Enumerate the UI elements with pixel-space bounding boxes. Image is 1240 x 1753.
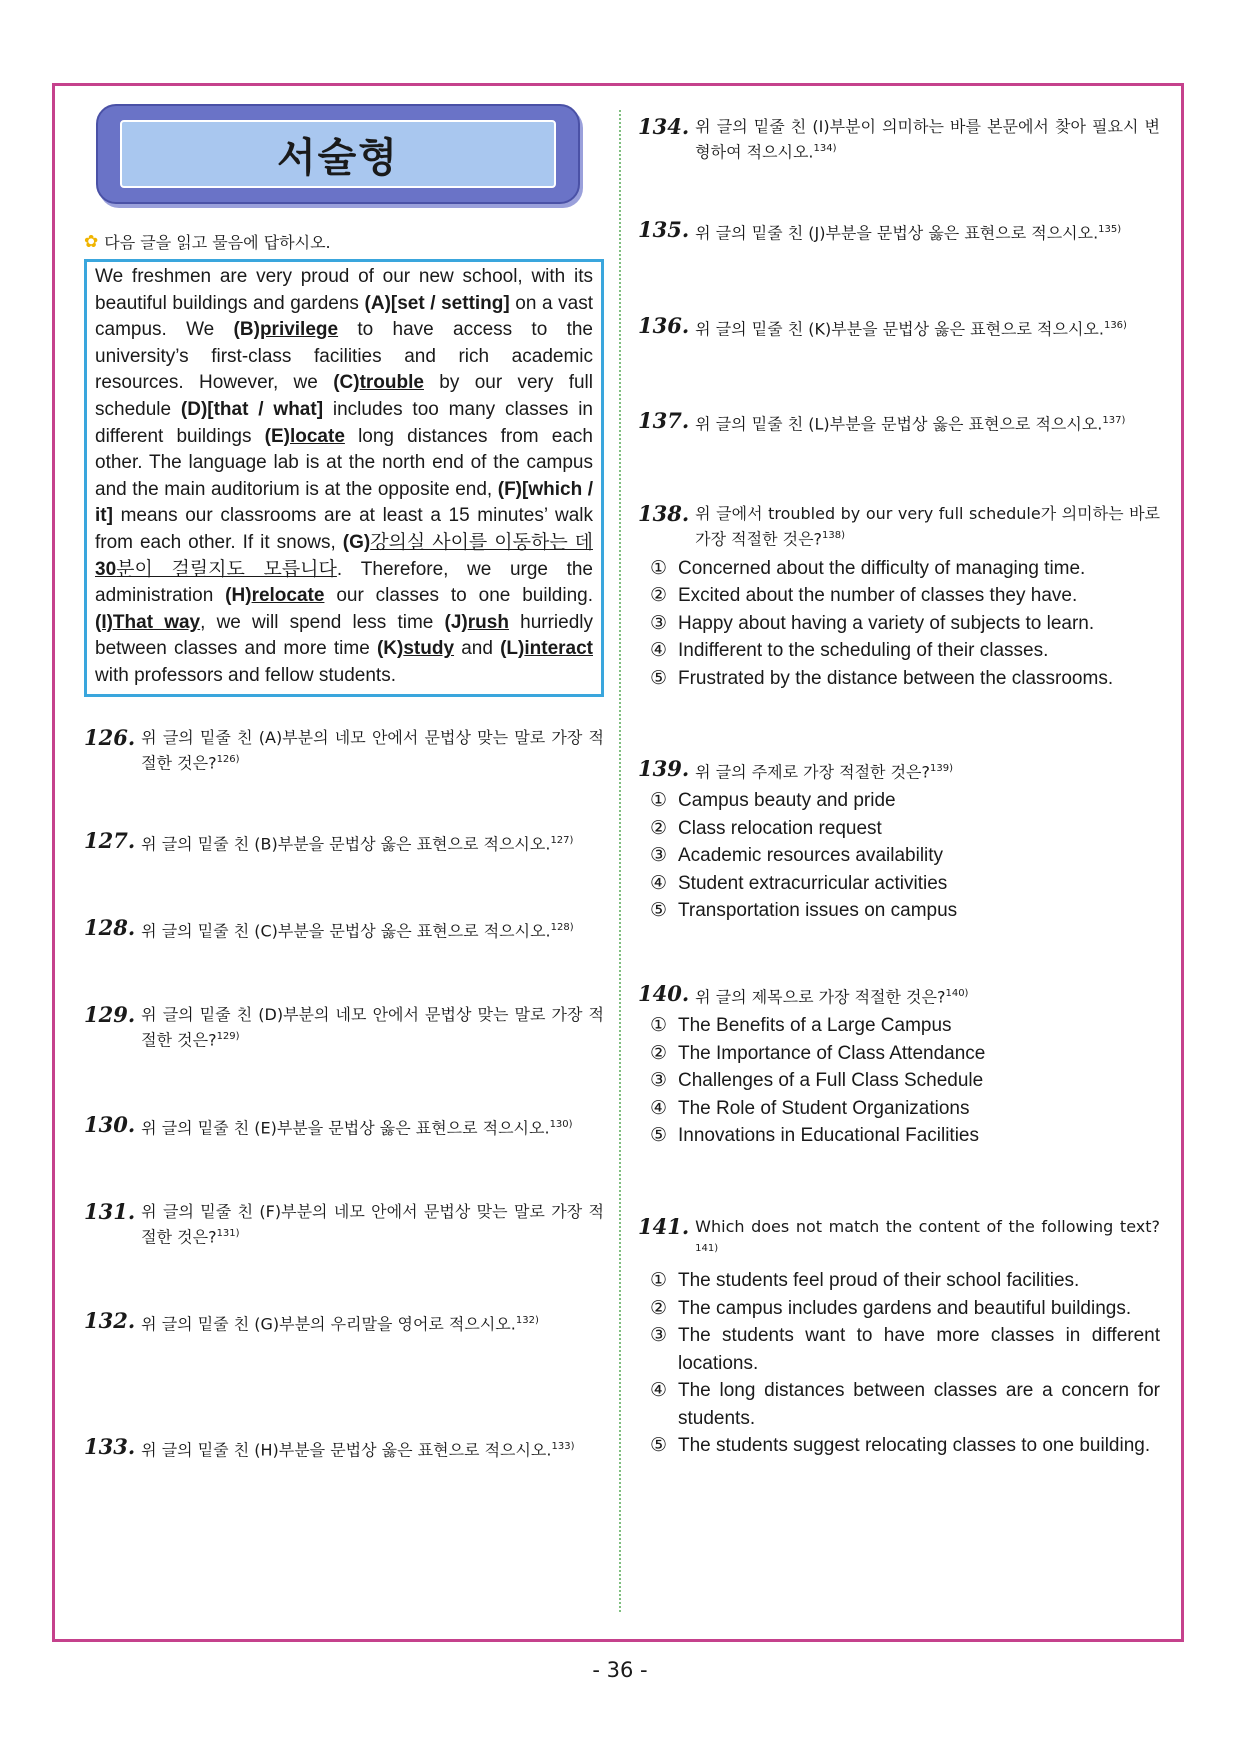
question-134: 134. 위 글의 밑줄 친 (I)부분이 의미하는 바를 본문에서 찾아 필요시 변형하여 적으시오.$^{134)}$	[638, 114, 1160, 162]
question-128: 128. 위 글의 밑줄 친 (C)부분을 문법상 옳은 표현으로 적으시오.$^{128)}$	[84, 915, 574, 941]
choices-140	[638, 1012, 1160, 1150]
choice[interactable]: ② Excited about the number of classes they have.	[650, 585, 1078, 607]
left-column	[84, 104, 604, 1461]
choice[interactable]: ⑤ Frustrated by the distance between the classrooms.	[650, 667, 1114, 689]
question-140: 140. 위 글의 제목으로 가장 적절한 것은?$^{140)}$	[638, 980, 969, 1007]
choice[interactable]: ② Class relocation request	[650, 817, 882, 839]
mark-i: (I)That way	[95, 611, 201, 633]
mark-l: (L)interact	[500, 638, 593, 660]
right-column	[638, 116, 1160, 1460]
mark-c: (C)trouble	[333, 372, 424, 394]
mark-g-label: (G)	[342, 531, 371, 553]
mark-e: (E)locate	[264, 425, 345, 447]
instruction-text: 다음 글을 읽고 물음에 답하시오.	[104, 233, 331, 252]
choice[interactable]: ③ Academic resources availability	[650, 845, 944, 867]
mark-f: (F)[which / it]	[95, 478, 594, 527]
question-130: 130. 위 글의 밑줄 친 (E)부분을 문법상 옳은 표현으로 적으시오.$^{130)}$	[84, 1111, 573, 1138]
mark-k: (K)study	[376, 638, 455, 660]
question-132: 132. 위 글의 밑줄 친 (G)부분의 우리말을 영어로 적으시오.$^{132)}$	[84, 1308, 539, 1334]
mark-g: 강의실 사이를 이동하는 데 30분이 걸릴지도 모릅니다	[95, 531, 593, 580]
question-131: 131. 위 글의 밑줄 친 (F)부분의 네모 안에서 문법상 맞는 말로 가장 적절한 것은?$^{131)}$	[84, 1199, 604, 1247]
page-number: - 36 -	[592, 1658, 648, 1682]
choice[interactable]: ③ Challenges of a Full Class Schedule	[650, 1070, 984, 1092]
choice[interactable]: ④ The long distances between classes are a concern for students.	[650, 1380, 1160, 1429]
choice[interactable]: ① Concerned about the difficulty of managing time.	[650, 557, 1086, 579]
question-135: 135. 위 글의 밑줄 친 (J)부분을 문법상 옳은 표현으로 적으시오.$^{135)}$	[638, 217, 1122, 243]
choice[interactable]: ① The Benefits of a Large Campus	[650, 1015, 952, 1037]
question-141: 141. Which does not match the content of the following text?$^{141)}$	[638, 1213, 1160, 1254]
choice[interactable]: ⑤ Innovations in Educational Facilities	[650, 1125, 980, 1147]
mark-b: (B)privilege	[233, 319, 339, 341]
choice[interactable]: ① The students feel proud of their school facilities.	[650, 1270, 1080, 1292]
choice[interactable]: ① Campus beauty and pride	[650, 790, 896, 812]
choice[interactable]: ⑤ Transportation issues on campus	[650, 900, 958, 922]
mark-h: (H)relocate	[225, 585, 325, 607]
choice[interactable]: ③ The students want to have more classes in different locations.	[650, 1325, 1160, 1374]
instruction	[84, 230, 604, 253]
question-127: 127. 위 글의 밑줄 친 (B)부분을 문법상 옳은 표현으로 적으시오.$^{127)}$	[84, 827, 574, 854]
question-133: 133. 위 글의 밑줄 친 (H)부분을 문법상 옳은 표현으로 적으시오.$^{133)}$	[84, 1433, 575, 1460]
passage-box: We freshmen are very proud of our new school, with its beautiful buildings and gardens (A)[set / setting] on a vast campus. We (B)privilege to have access to the university’s first-class facilities and rich academic resources. However, we (C)trouble by our very full schedule (D)[that / what] includes too many classes in different buildings (E)locate long distances from each other. The language lab is at the north end of the campus and the main auditorium is at the opposite end, (F)[which / it] means our classrooms are at least a 15 minutes’ walk from each other. If it snows, (G)강의실 사이를 이동하는 데 30분이 걸릴지도 모릅니다. Therefore, we urge the administration (H)relocate our classes to one building. (I)That way, we will spend less time (J)rush hurriedly between classes and more time (K)study and (L)interact with professors and fellow students.	[84, 259, 604, 697]
flower-icon: ✿	[84, 231, 99, 252]
mark-j: (J)rush	[444, 611, 509, 633]
question-136: 136. 위 글의 밑줄 친 (K)부분을 문법상 옳은 표현으로 적으시오.$^{136)}$	[638, 312, 1127, 338]
choice[interactable]: ③ Happy about having a variety of subjects to learn.	[650, 612, 1095, 634]
choice[interactable]: ⑤ The students suggest relocating classes to one building.	[650, 1435, 1151, 1457]
section-title: 서술형	[277, 134, 399, 181]
choice[interactable]: ④ Indifferent to the scheduling of their classes.	[650, 640, 1049, 662]
mark-a: (A)[set / setting]	[364, 292, 510, 314]
question-129: 129. 위 글의 밑줄 친 (D)부분의 네모 안에서 문법상 맞는 말로 가장 적절한 것은?$^{129)}$	[84, 1002, 604, 1050]
column-divider	[619, 110, 621, 1612]
choice[interactable]: ② The campus includes gardens and beautiful buildings.	[650, 1297, 1132, 1319]
question-138: 138. 위 글에서 troubled by our very full schedule가 의미하는 바로 가장 적절한 것은?$^{138)}$	[638, 501, 1160, 549]
choice[interactable]: ② The Importance of Class Attendance	[650, 1042, 986, 1064]
choices-139	[638, 787, 1160, 925]
choices-138	[638, 555, 1160, 693]
choice[interactable]: ④ Student extracurricular activities	[650, 872, 948, 894]
choice[interactable]: ④ The Role of Student Organizations	[650, 1097, 970, 1119]
choices-141	[638, 1267, 1160, 1460]
question-139: 139. 위 글의 주제로 가장 적절한 것은?$^{139)}$	[638, 756, 954, 782]
section-title-box	[96, 104, 580, 204]
question-126: 126. 위 글의 밑줄 친 (A)부분의 네모 안에서 문법상 맞는 말로 가장 적절한 것은?$^{126)}$	[84, 724, 604, 772]
question-137: 137. 위 글의 밑줄 친 (L)부분을 문법상 옳은 표현으로 적으시오.$^{137)}$	[638, 407, 1126, 434]
mark-d: (D)[that / what]	[180, 398, 324, 420]
